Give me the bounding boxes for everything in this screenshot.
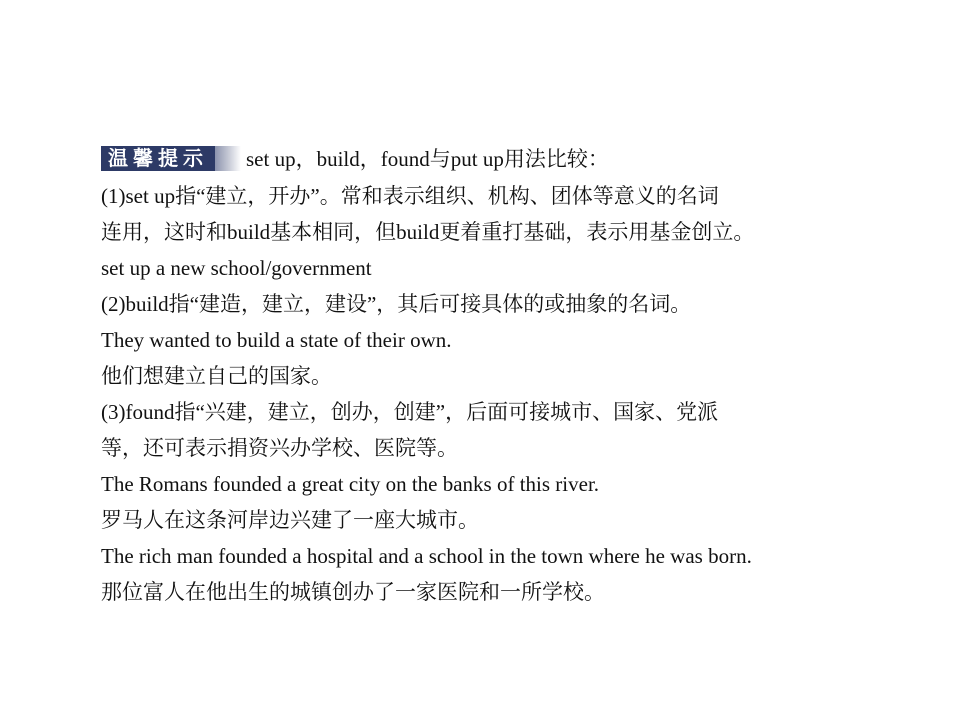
translation-line-1: 他们想建立自己的国家。 bbox=[101, 364, 332, 388]
translation-line-3: 那位富人在他出生的城镇创办了一家医院和一所学校。 bbox=[101, 580, 605, 604]
text-line-4: (3)found指“兴建，建立，创办，创建”，后面可接城市、国家、党派 bbox=[101, 400, 719, 424]
tip-badge: 温馨提示 bbox=[101, 146, 216, 171]
tip-heading-row bbox=[101, 146, 609, 172]
example-line-4: The rich man founded a hospital and a school in the town where he was born. bbox=[101, 544, 752, 568]
example-line-3: The Romans founded a great city on the banks of this river. bbox=[101, 472, 600, 496]
text-line-3: (2)build指“建造，建立，建设”，其后可接具体的或抽象的名词。 bbox=[101, 292, 692, 316]
translation-line-2: 罗马人在这条河岸边兴建了一座大城市。 bbox=[101, 508, 479, 532]
text-line-2: 连用，这时和build基本相同，但build更着重打基础，表示用基金创立。 bbox=[101, 220, 755, 244]
example-line-2: They wanted to build a state of their own. bbox=[101, 328, 452, 352]
tip-heading: set up，build，found与put up用法比较： bbox=[246, 147, 609, 171]
text-line-1: (1)set up指“建立，开办”。常和表示组织、机构、团体等意义的名词 bbox=[101, 184, 719, 208]
text-line-5: 等，还可表示捐资兴办学校、医院等。 bbox=[101, 436, 458, 460]
example-line-1: set up a new school/government bbox=[101, 256, 372, 280]
